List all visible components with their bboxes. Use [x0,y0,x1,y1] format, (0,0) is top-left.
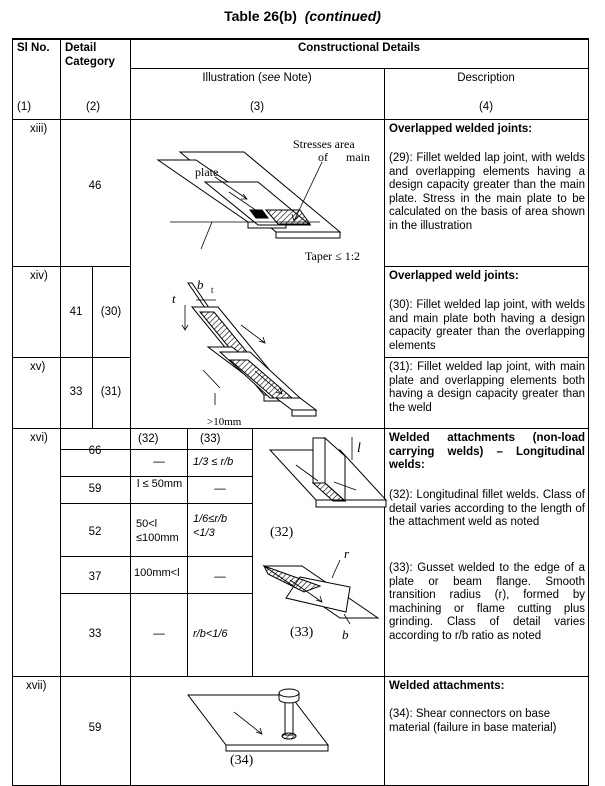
fig-34-shear-connector [188,689,328,751]
header-illustration-end: Note) [280,72,312,84]
fig-29-stress-label-1: Stresses area [293,137,355,151]
xvi-cat-1: 66 [88,445,102,457]
header-description: Description [457,72,515,84]
xvi-c32-2: l ≤ 50mm [137,478,183,490]
fig-30-bt-label: t [211,285,214,295]
xvi-c33-5: r/b<1/6 [193,628,228,640]
table-title-sub: (continued) [304,8,381,24]
xvi-head-32: (32) [138,433,159,445]
sub-xiv: (30) [100,306,122,318]
fig-33-gusset [264,566,378,618]
col-num-3: (3) [249,101,265,113]
desc-xv: (31): Fillet welded lap joint, with main plate and overlapping elements both having a design capacity greater than the weld [389,361,585,414]
fig-33-r-label: r [344,546,350,561]
cat-xvii: 59 [88,722,102,734]
xvi-c33-4: — [214,571,226,583]
fig-32-attachment [270,438,386,507]
fig-29-lap-joint [158,152,340,238]
xvi-cat-5: 33 [88,628,102,640]
sl-xv: xv) [30,361,46,373]
fig-32-l-label: l [357,441,361,456]
xvi-c32-5: — [153,628,165,640]
xvi-c32-3: 50<l ≤100mm [136,518,179,544]
cat-xiii: 46 [88,180,102,192]
xvi-c33-3: 1/6≤r/b <1/3 [193,513,228,539]
header-illustration-text: Illustration ( [202,72,262,84]
col-num-2: (2) [86,101,101,113]
desc-xiv: (30): Fillet welded lap joint, with welds and main plate both having a design capacity greater than the overlapping elements [389,299,585,352]
cat-xv: 33 [69,386,83,398]
fig-29-taper-label: Taper ≤ 1:2 [305,249,361,263]
header-constructional-details: Constructional Details [297,42,421,54]
desc-title-xiv: Overlapped weld joints: [389,270,519,282]
xvi-cat-3: 52 [88,526,102,538]
table-title-main: Table 26(b) [224,8,297,24]
fig-29-stress-label-2: of main [318,150,370,164]
desc-xvi-33: (33): Gusset welded to the edge of a plate or beam flange. Smooth transition radius (r), formed by machining or flame cutting plus grinding. Class of detail varies according to r/b ratio as noted [389,562,585,642]
header-detail-category: Detail Category [65,42,115,68]
xvi-c33-2: — [214,483,226,495]
xvi-head-33: (33) [200,433,221,445]
sub-xv: (31) [100,386,122,398]
sl-xiv: xiv) [30,270,48,282]
sl-xvii: xvii) [26,680,47,692]
fig-32-caption: (32) [270,525,294,540]
fig-34-caption: (34) [230,753,254,768]
xvi-cat-4: 37 [88,571,102,583]
fig-33-caption: (33) [290,625,314,640]
xvi-c33-1: 1/3 ≤ r/b [193,456,234,468]
desc-xvii: (34): Shear connectors on base material (failure in base material) [389,708,557,734]
header-sl-no: Sl No. [17,42,50,54]
header-illustration-see: see [261,72,281,84]
sl-xiii: xiii) [30,123,48,135]
desc-title-xiii: Overlapped welded joints: [389,123,533,135]
desc-xiii: (29): Fillet welded lap joint, with welds and overlapping elements having a design capacity greater than the main plate. Stress in the main plate to be calculated on the basis of area shown in the illustration [389,152,585,232]
desc-title-xvi: Welded attachments (non-load carrying welds) – Longitudinal welds: [389,432,585,471]
xvi-c32-4: 100mm<l [134,567,180,579]
xvi-cat-2: 59 [88,483,102,495]
xvi-c32-1: — [153,456,165,468]
desc-title-xvii: Welded attachments: [389,680,505,692]
desc-xvi-32: (32): Longitudinal fillet welds. Class of detail varies according to the length of the attachment weld as noted [389,489,585,528]
fig-30-b-label: b [197,277,204,292]
fig-30-t-label: t [172,291,176,306]
col-num-1: (1) [17,101,32,113]
fig-33-b-label: b [342,627,349,642]
fig-31-10mm-label: >10mm [207,416,242,428]
sl-xvi: xvi) [30,432,48,444]
fig-31-lap-joint [208,347,316,416]
col-num-4: (4) [478,101,494,113]
fig-29-plate-label: plate [195,165,219,179]
cat-xiv: 41 [69,306,83,318]
